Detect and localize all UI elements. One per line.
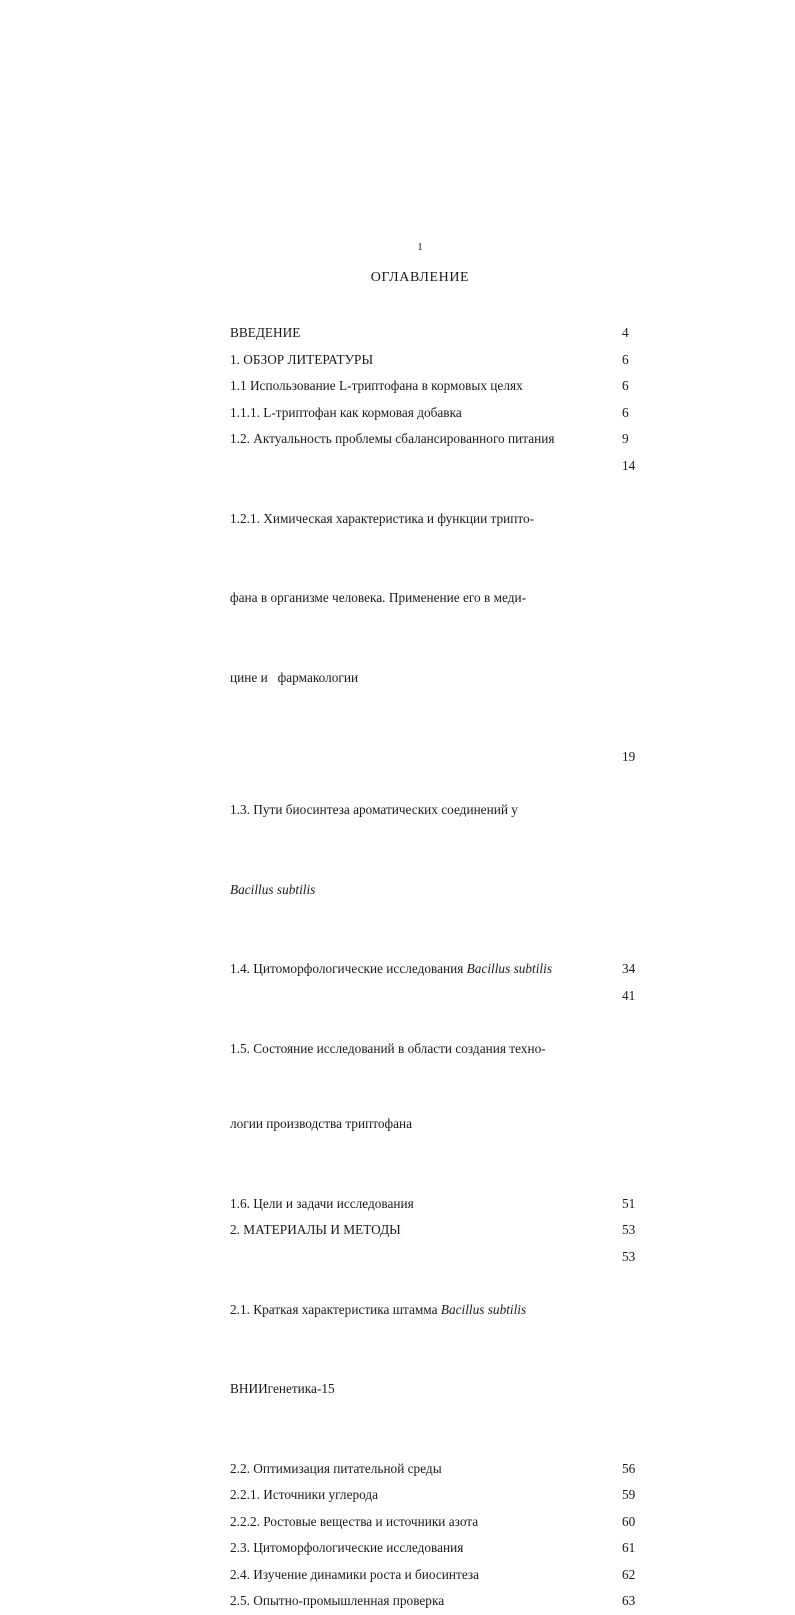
toc-entry [230,956,650,983]
toc-entry-text: 2.4. Изучение динамики роста и биосинтеза [230,1566,480,1582]
toc-page-number: 56 [622,1460,636,1476]
toc-page-number: 61 [622,1540,636,1555]
toc-entry-text: 1.6. Цели и задачи исследования [230,1195,414,1211]
toc-entry-text: ВНИИгенетика-15 [230,1381,335,1396]
toc-entry [230,347,650,374]
toc-entry-introduction [230,320,650,347]
toc-entry [230,1217,650,1244]
toc-entry-text: 2.2.2. Ростовые вещества и источники азота [230,1513,479,1529]
toc-entry-text: 2.2. Оптимизация питательной среды [230,1460,442,1476]
toc-page-number: 60 [622,1513,636,1529]
toc-entry-text: цине и фармакологии [230,669,359,685]
toc-entry-text: 1.2. Актуальность проблемы сбалансированного питания [230,431,555,446]
toc-page-number: 51 [622,1195,636,1211]
toc-entry [230,373,650,400]
table-of-contents [230,320,650,1615]
toc-entry [230,1509,650,1536]
toc-entry [230,1191,650,1218]
toc-page-number: 63 [622,1593,636,1608]
page-title: ОГЛАВЛЕНИЕ [370,270,470,285]
toc-page-number: 53 [622,1222,636,1237]
toc-entry-text: 1.1.1. L-триптофан как кормовая добавка [230,404,462,420]
toc-entry-text: 2.2.1. Источники углерода [230,1487,379,1502]
toc-entry-text: ВВЕДЕНИЕ [230,325,301,340]
toc-entry-text-italic: Bacillus subtilis [230,881,316,897]
toc-page-number: 19 [622,749,636,764]
toc-entry-text: фана в организме человека. Применение его в меди- [230,590,527,605]
toc-page-number: 6 [622,351,629,367]
toc-entry [230,1456,650,1483]
toc-entry-text: 1.2.1. Химическая характеристика и функции трипто- [230,510,535,526]
toc-page-number: 41 [622,987,636,1003]
toc-page-number: 9 [622,431,629,446]
toc-entry [230,1244,650,1456]
toc-entry [230,426,650,453]
toc-entry [230,1562,650,1589]
toc-entry-text: 1.1 Использование L-триптофана в кормовых целях [230,378,523,393]
toc-entry [230,1535,650,1562]
toc-entry-text: 1.4. Цитоморфологические исследования Bacillus subtilis [230,961,552,976]
toc-entry [230,983,650,1191]
toc-entry-text: 1.3. Пути биосинтеза ароматических соединений у [230,802,518,817]
toc-entry [230,453,650,745]
toc-entry-text: 2.1. Краткая характеристика штамма Bacillus subtilis [230,1301,527,1317]
toc-page-number: 62 [622,1566,636,1582]
toc-entry-text: 1.5. Состояние исследований в области создания техно- [230,1040,546,1056]
toc-entry-text: 2.3. Цитоморфологические исследования [230,1540,464,1555]
page-number: 1 [417,241,423,253]
toc-page-number: 53 [622,1248,636,1264]
toc-entry-text: 2. МАТЕРИАЛЫ И МЕТОДЫ [230,1222,401,1237]
toc-entry [230,400,650,427]
toc-entry [230,1482,650,1509]
toc-page-number: 6 [622,404,629,420]
toc-page-number: 59 [622,1487,636,1502]
toc-page-number: 14 [622,457,636,473]
toc-entry-text: 1. ОБЗОР ЛИТЕРАТУРЫ [230,351,374,367]
toc-entry-text: логии производства триптофана [230,1116,413,1131]
toc-entry [230,744,650,956]
toc-page-number: 34 [622,961,636,976]
toc-entry [230,1588,650,1615]
toc-entry-text: 2.5. Опытно-промышленная проверка [230,1593,445,1608]
toc-page-number: 4 [622,325,629,340]
toc-page-number: 6 [622,378,629,393]
